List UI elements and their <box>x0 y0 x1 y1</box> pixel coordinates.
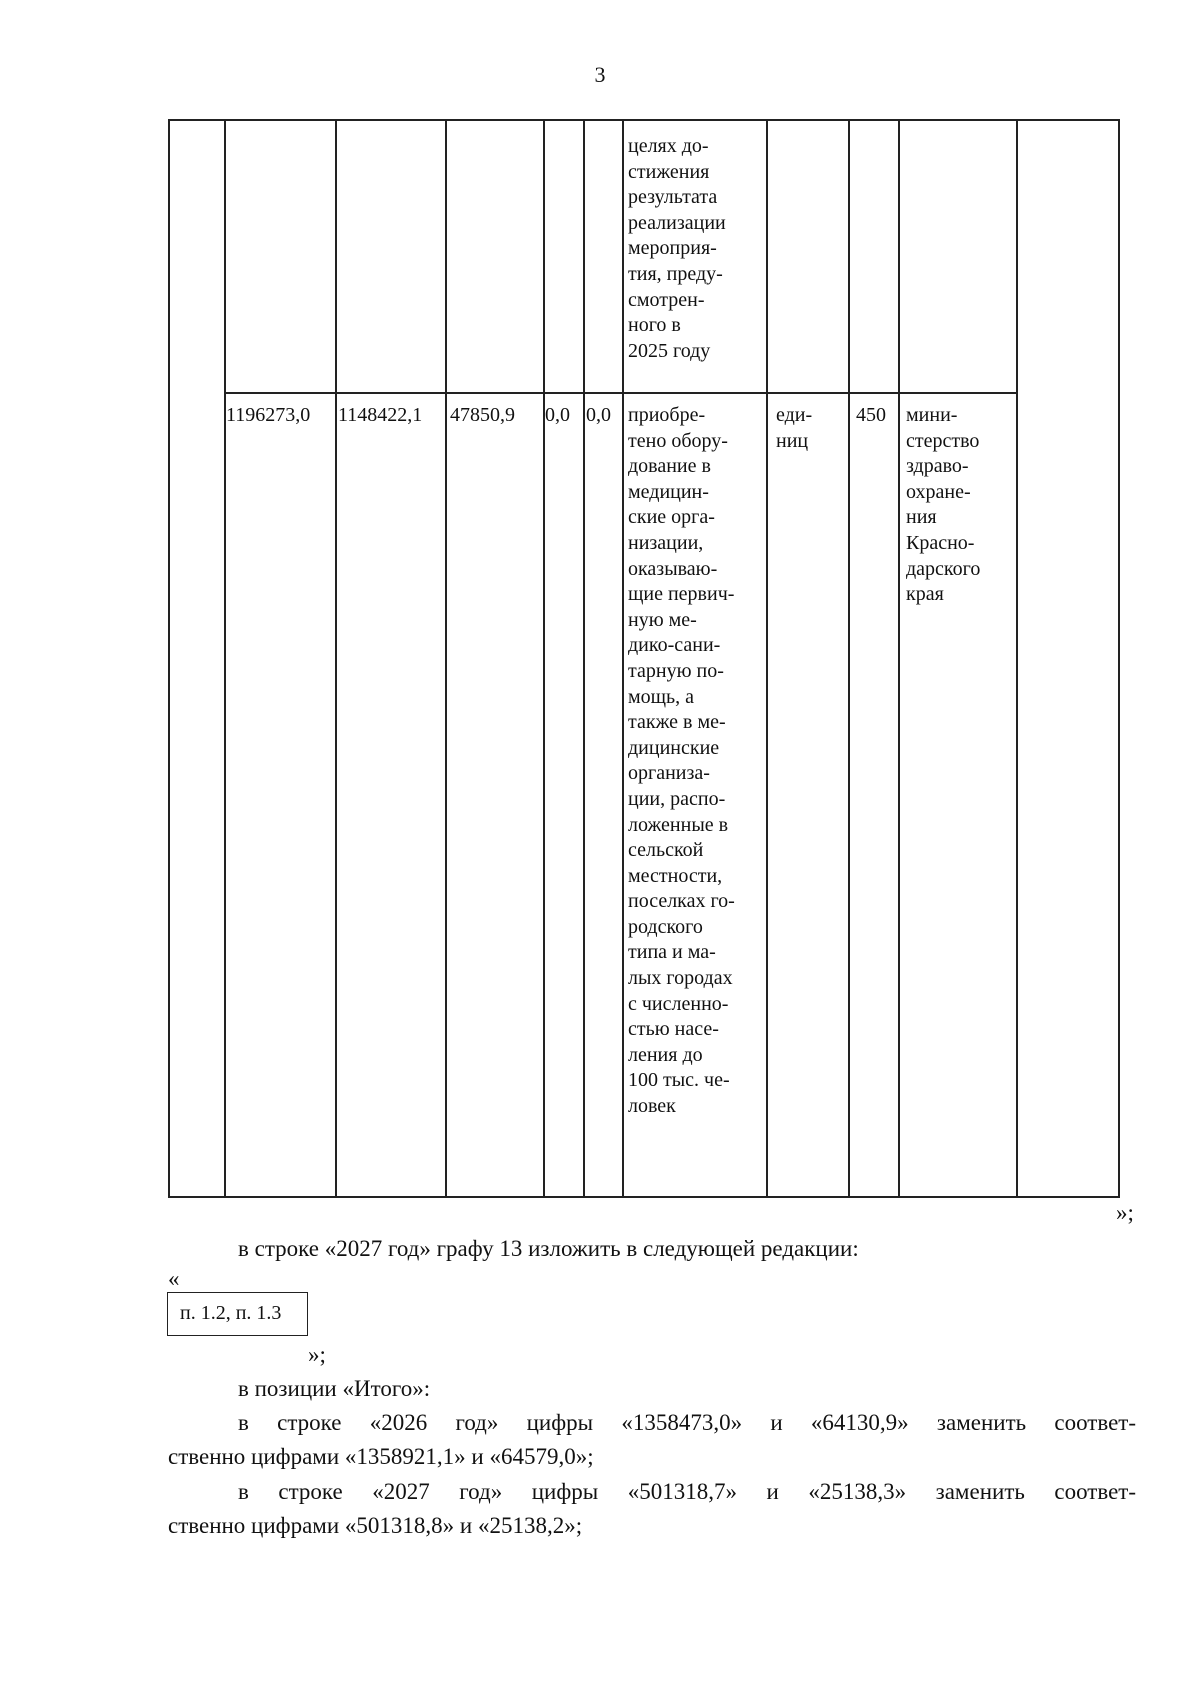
table-col-line <box>224 119 226 1198</box>
table-top-border <box>168 119 1118 121</box>
page-number: 3 <box>594 62 606 87</box>
text-line: мероприя- <box>628 237 717 260</box>
text-line: с численно- <box>628 992 729 1015</box>
table-col-line <box>543 119 545 1198</box>
text-line: ния <box>906 506 937 529</box>
text-line: реализации <box>628 211 726 234</box>
text-line: поселках го- <box>628 890 735 913</box>
text-line: ложенные в <box>628 813 729 836</box>
cell-unit <box>776 403 812 454</box>
cell-other: 0,0 <box>586 404 611 426</box>
text-line: 100 тыс. че- <box>628 1069 730 1092</box>
cell-federal: 1148422,1 <box>338 404 423 426</box>
cell-local: 0,0 <box>545 404 570 426</box>
text-line: типа и ма- <box>628 941 716 964</box>
text-line: края <box>906 583 944 606</box>
instruction-graph13: в строке «2027 год» графу 13 изложить в следующей редакции: <box>238 1236 859 1261</box>
table-close-quote: »; <box>1116 1200 1134 1225</box>
itogo-heading: в позиции «Итого»: <box>238 1376 431 1401</box>
text-line: дование в <box>628 455 711 478</box>
main-row-description <box>628 403 735 1120</box>
cell-executor <box>906 403 980 608</box>
text-line: местности, <box>628 864 723 887</box>
text-line: целях до- <box>628 135 709 157</box>
text-line: ские орга- <box>628 506 715 529</box>
text-line: ции, распо- <box>628 787 726 810</box>
table-col-line <box>622 119 624 1198</box>
text-line: ловек <box>628 1095 676 1118</box>
text-line: лых городах <box>628 967 733 990</box>
text-line: ного в <box>628 314 681 337</box>
text-line: родского <box>628 915 703 938</box>
text-line: ниц <box>776 429 809 452</box>
text-line: ную ме- <box>628 608 697 631</box>
cell-regional: 47850,9 <box>450 404 515 426</box>
table-col-line <box>168 119 170 1198</box>
table-col-line <box>1118 119 1120 1198</box>
cell-total: 1196273,0 <box>226 404 311 426</box>
text-line: медицин- <box>628 480 709 503</box>
text-line: также в ме- <box>628 711 726 734</box>
text-line: смотрен- <box>628 288 705 311</box>
text-line: низации, <box>628 531 704 554</box>
top-row-description <box>628 134 726 364</box>
close-quote: »; <box>308 1342 326 1367</box>
text-line: результата <box>628 186 718 209</box>
text-line: еди- <box>776 404 813 426</box>
text-line: оказываю- <box>628 557 718 580</box>
text-line: охране- <box>906 480 971 503</box>
text-line: тия, преду- <box>628 262 723 285</box>
text-line: стерство <box>906 429 980 452</box>
text-line: стью насе- <box>628 1018 719 1041</box>
table-col-line <box>848 119 850 1198</box>
cell-value: 450 <box>856 404 886 426</box>
text-line: мини- <box>906 404 958 426</box>
text-line: сельской <box>628 839 704 862</box>
open-quote: « <box>168 1266 180 1291</box>
text-line: дицинские <box>628 736 720 759</box>
para-2026-line1: в строке «2026 год» цифры «1358473,0» и «64130,9» заменить соответ- <box>238 1410 1136 1435</box>
text-line: стижения <box>628 160 710 183</box>
table-col-line <box>1016 119 1018 1198</box>
table-col-line <box>445 119 447 1198</box>
table-col-line <box>898 119 900 1198</box>
table-col-line <box>335 119 337 1198</box>
text-line: тено обору- <box>628 429 728 452</box>
para-2027-line2: ственно цифрами «501318,8» и «25138,2»; <box>168 1513 583 1538</box>
text-line: 2025 году <box>628 339 711 362</box>
text-line: ления до <box>628 1043 703 1066</box>
table-col-line <box>583 119 585 1198</box>
text-line: Красно- <box>906 531 975 554</box>
para-2027-line1: в строке «2027 год» цифры «501318,7» и «25138,3» заменить соответ- <box>238 1479 1136 1504</box>
text-line: дарского <box>906 557 981 580</box>
para-2026-line2: ственно цифрами «1358921,1» и «64579,0»; <box>168 1444 594 1469</box>
text-line: приобре- <box>628 404 706 426</box>
text-line: дико-сани- <box>628 634 721 657</box>
text-line: здраво- <box>906 455 969 478</box>
text-line: организа- <box>628 762 710 785</box>
table-col-line <box>766 119 768 1198</box>
table-bottom-border <box>168 1196 1118 1198</box>
text-line: щие первич- <box>628 583 735 606</box>
boxed-text: п. 1.2, п. 1.3 <box>167 1292 308 1336</box>
text-line: тарную по- <box>628 659 724 682</box>
text-line: мощь, а <box>628 685 695 708</box>
